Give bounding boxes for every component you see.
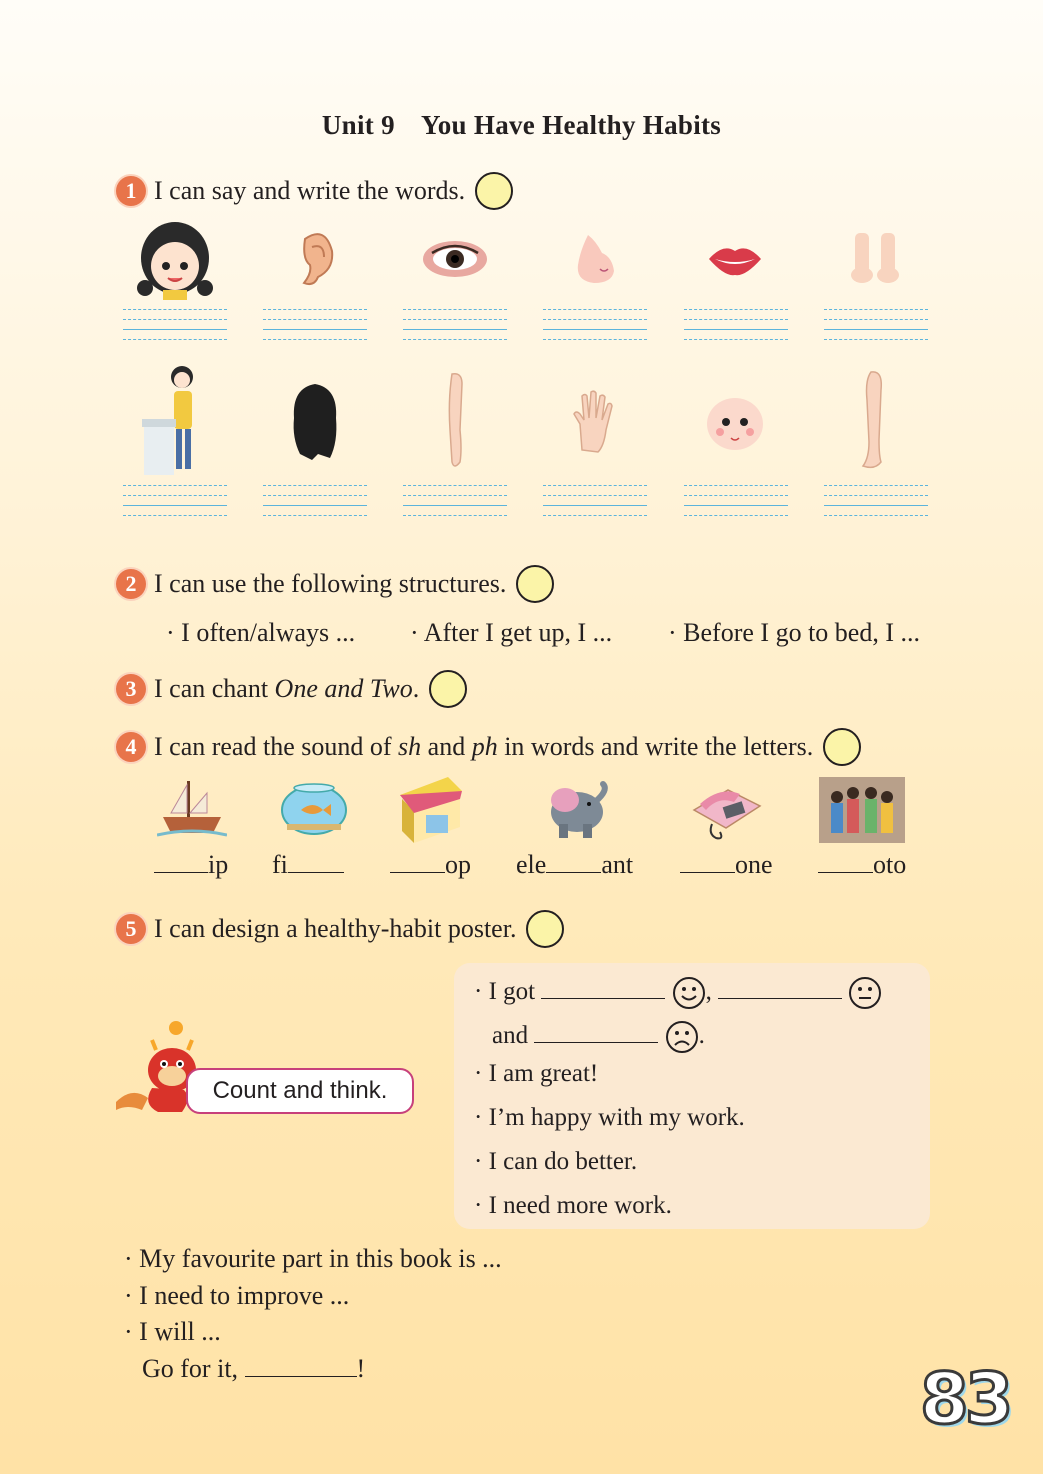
leg-icon [830,368,920,472]
ship-icon [152,772,232,844]
writing-lines[interactable] [403,485,507,531]
writing-lines[interactable] [123,309,227,355]
got-text: I got [488,978,536,1005]
section-text: I can use the following structures. [154,569,507,598]
answer-blank[interactable] [541,976,665,999]
page-number [920,1358,1009,1440]
section-number: 4 [116,732,146,762]
self-check-circle[interactable] [516,565,554,603]
phonics-word [680,850,773,880]
section-number: 2 [116,569,146,599]
smiley-face-icon [672,976,706,1010]
section-text-post: . [412,674,420,703]
section-text: I can say and write the words. [154,176,466,205]
phonics-word [272,850,344,880]
reflection-text: I need to improve ... [139,1281,350,1310]
nose-icon [550,214,640,304]
section-number: 1 [116,176,146,206]
unit-label: Unit 9 [321,110,395,140]
word-ending: oto [873,850,907,879]
self-check-circle[interactable] [823,728,861,766]
evaluation-line: · I’m happy with my work. [474,1104,745,1131]
writing-lines[interactable] [684,485,788,531]
structure-text: Before I go to bed, I ... [683,618,920,647]
reflection-item: · I need to improve ... [124,1281,350,1310]
evaluation-line: · I can do better. [474,1148,638,1175]
self-check-circle[interactable] [526,910,564,948]
evaluation-line: · I need more work. [474,1192,672,1219]
page-number-text: 83 [920,1358,1010,1440]
word-ending: ant [601,850,634,879]
section-4-heading [116,728,861,766]
answer-blank[interactable] [718,976,842,999]
sound-ph: ph [471,732,498,761]
phonics-word [516,850,633,880]
section-text-pre: I can chant [154,674,275,703]
word-start: ele [516,850,547,879]
go-for-it-text: Go for it, [142,1354,245,1383]
and-text: and [492,1022,529,1049]
section-number: 5 [116,914,146,944]
writing-lines[interactable] [543,485,647,531]
reflection-text: I will ... [139,1317,221,1346]
face-icon [690,384,780,464]
writing-lines[interactable] [403,309,507,355]
arm-icon [410,368,500,472]
structure-text: After I get up, I ... [423,618,613,647]
section-3-heading [116,670,467,708]
letter-blank[interactable] [154,850,208,873]
chant-title: One and Two [274,674,413,703]
evaluation-line [492,1020,705,1054]
reflection-item: · My favourite part in this book is ... [124,1244,502,1273]
letter-blank[interactable] [680,850,735,873]
section-5-heading [116,910,564,948]
evaluation-text: I’m happy with my work. [488,1104,745,1131]
word-start: fi [272,850,288,879]
writing-lines[interactable] [824,309,928,355]
mouth-icon [690,214,780,304]
structure-item: · Before I go to bed, I ... [668,618,920,647]
elephant-icon [536,778,614,844]
family-photo-icon [818,776,906,844]
sad-face-icon [665,1020,699,1054]
self-check-circle[interactable] [475,172,513,210]
section-number: 3 [116,674,146,704]
hair-icon [270,374,360,470]
evaluation-text: I am great! [488,1060,599,1087]
page-title [0,110,1043,141]
sound-sh: sh [398,732,422,761]
exclamation: ! [356,1354,366,1383]
name-blank[interactable] [245,1354,357,1377]
answer-blank[interactable] [534,1020,658,1043]
writing-lines[interactable] [263,485,367,531]
writing-lines[interactable] [263,309,367,355]
word-ending: one [735,850,773,879]
self-check-circle[interactable] [429,670,467,708]
letter-blank[interactable] [288,850,344,873]
structure-item: · I often/always ... [166,618,356,647]
letter-blank[interactable] [818,850,873,873]
speech-bubble [186,1068,414,1114]
structure-text: I often/always ... [181,618,356,647]
writing-lines[interactable] [824,485,928,531]
period: . [698,1022,705,1049]
writing-lines[interactable] [543,309,647,355]
feet-icon [830,214,920,304]
neutral-face-icon [848,976,882,1010]
structure-item: · After I get up, I ... [410,618,613,647]
phonics-word [390,850,471,880]
evaluation-line: · I got , [474,976,882,1010]
reflection-text: My favourite part in this book is ... [139,1244,502,1273]
shop-icon [394,770,468,848]
comma: , [705,978,712,1005]
eye-icon [410,214,500,304]
bubble-text: Count and think. [212,1077,388,1104]
section-text-mid: and [421,732,472,761]
phonics-word [154,850,228,880]
letter-blank[interactable] [390,850,445,873]
letter-blank[interactable] [546,850,601,873]
telephone-icon [688,778,764,844]
word-ending: op [445,850,471,879]
girl-face-icon [130,214,220,304]
writing-lines[interactable] [123,485,227,531]
girl-washing-hands-icon [130,362,220,478]
unit-name: You Have Healthy Habits [420,110,722,140]
fishbowl-icon [276,772,352,844]
section-text-pre: I can read the sound of [154,732,399,761]
section-text-post: in words and write the letters. [497,732,814,761]
reflection-item: · I will ... [124,1317,221,1346]
ear-icon [270,214,360,304]
hand-icon [550,382,640,462]
section-text: I can design a healthy-habit poster. [154,914,517,943]
section-2-heading [116,565,554,603]
writing-lines[interactable] [684,309,788,355]
evaluation-line: · I am great! [474,1060,599,1087]
phonics-word [818,850,906,880]
go-for-it-line [142,1354,365,1384]
evaluation-text: I need more work. [488,1192,672,1219]
evaluation-text: I can do better. [488,1148,638,1175]
section-1-heading [116,172,513,210]
word-ending: ip [208,850,229,879]
